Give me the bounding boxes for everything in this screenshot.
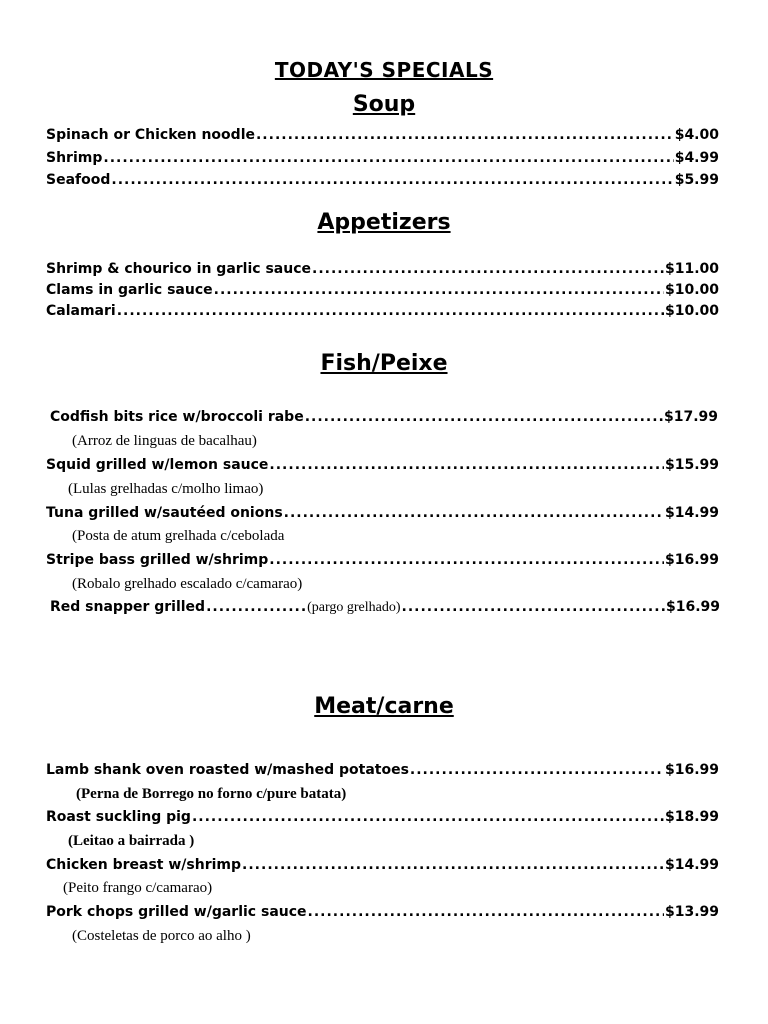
item-price: $14.99 [664,857,719,873]
meat-heading: Meat/carne [314,694,454,719]
item-translation: (Robalo grelhado escalado c/camarao) [72,576,303,592]
item-price: $17.99 [663,409,718,425]
item-price: $10.00 [664,282,719,298]
item-name: Spinach or Chicken noodle [46,127,255,143]
menu-item [46,550,719,570]
item-name: Chicken breast w/shrimp [46,857,242,873]
dot-leader [242,855,664,875]
menu-item [50,407,718,427]
item-name: Squid grilled w/lemon sauce [46,457,269,473]
dot-leader [284,503,664,523]
dot-leader [103,148,673,168]
item-translation: (Lulas grelhadas c/molho limao) [68,481,264,497]
item-name: Red snapper grilled [50,599,206,615]
item-name: Codfish bits rice w/broccoli rabe [50,409,304,425]
menu-item [46,902,719,922]
menu-title: TODAY'S SPECIALS [274,58,494,82]
item-translation: (Costeletas de porco ao alho ) [72,928,251,944]
item-name: Seafood [46,172,111,188]
item-inline-translation: (pargo grelhado) [307,600,401,615]
item-price: $14.99 [664,505,719,521]
item-price: $16.99 [665,599,720,615]
menu-item [46,807,719,827]
item-price: $15.99 [664,457,719,473]
dot-leader [117,301,664,321]
item-translation: (Leitao a bairrada ) [68,833,195,849]
item-name: Pork chops grilled w/garlic sauce [46,904,307,920]
dot-leader [111,170,673,190]
item-price: $4.00 [674,127,719,143]
menu-item [46,855,719,875]
dot-leader [269,455,664,475]
dot-leader [206,597,306,617]
dot-leader [312,259,664,279]
item-price: $16.99 [664,552,719,568]
item-price: $5.99 [674,172,719,188]
dot-leader [214,280,664,300]
item-price: $13.99 [664,904,719,920]
dot-leader [410,760,664,780]
item-name: Stripe bass grilled w/shrimp [46,552,269,568]
item-name: Roast suckling pig [46,809,191,825]
dot-leader [269,550,664,570]
item-price: $4.99 [674,150,719,166]
dot-leader [402,597,665,617]
item-name: Shrimp & chourico in garlic sauce [46,261,311,277]
item-translation: (Posta de atum grelhada c/cebolada [72,528,285,544]
item-price: $11.00 [664,261,719,277]
menu-item [46,503,719,523]
appetizers-heading: Appetizers [317,210,451,235]
item-price: $10.00 [664,303,719,319]
menu-item [46,170,719,190]
menu-item [46,455,719,475]
item-translation: (Perna de Borrego no forno c/pure batata) [76,786,347,802]
item-name: Tuna grilled w/sautéed onions [46,505,283,521]
menu-item [46,259,719,279]
item-name: Lamb shank oven roasted w/mashed potatoes [46,762,409,778]
menu-item [46,301,719,321]
menu-item [50,597,720,617]
dot-leader [308,902,664,922]
item-name: Calamari [46,303,116,319]
item-name: Shrimp [46,150,103,166]
item-name: Clams in garlic sauce [46,282,213,298]
fish-heading: Fish/Peixe [320,351,448,376]
item-price: $18.99 [664,809,719,825]
dot-leader [192,807,664,827]
item-translation: (Arroz de linguas de bacalhau) [72,433,257,449]
menu-item [46,148,719,168]
dot-leader [305,407,663,427]
item-price: $16.99 [664,762,719,778]
menu-item [46,760,719,780]
item-translation: (Peito frango c/camarao) [63,880,213,896]
menu-item [46,125,719,145]
menu-item [46,280,719,300]
dot-leader [256,125,674,145]
soup-heading: Soup [352,92,416,117]
